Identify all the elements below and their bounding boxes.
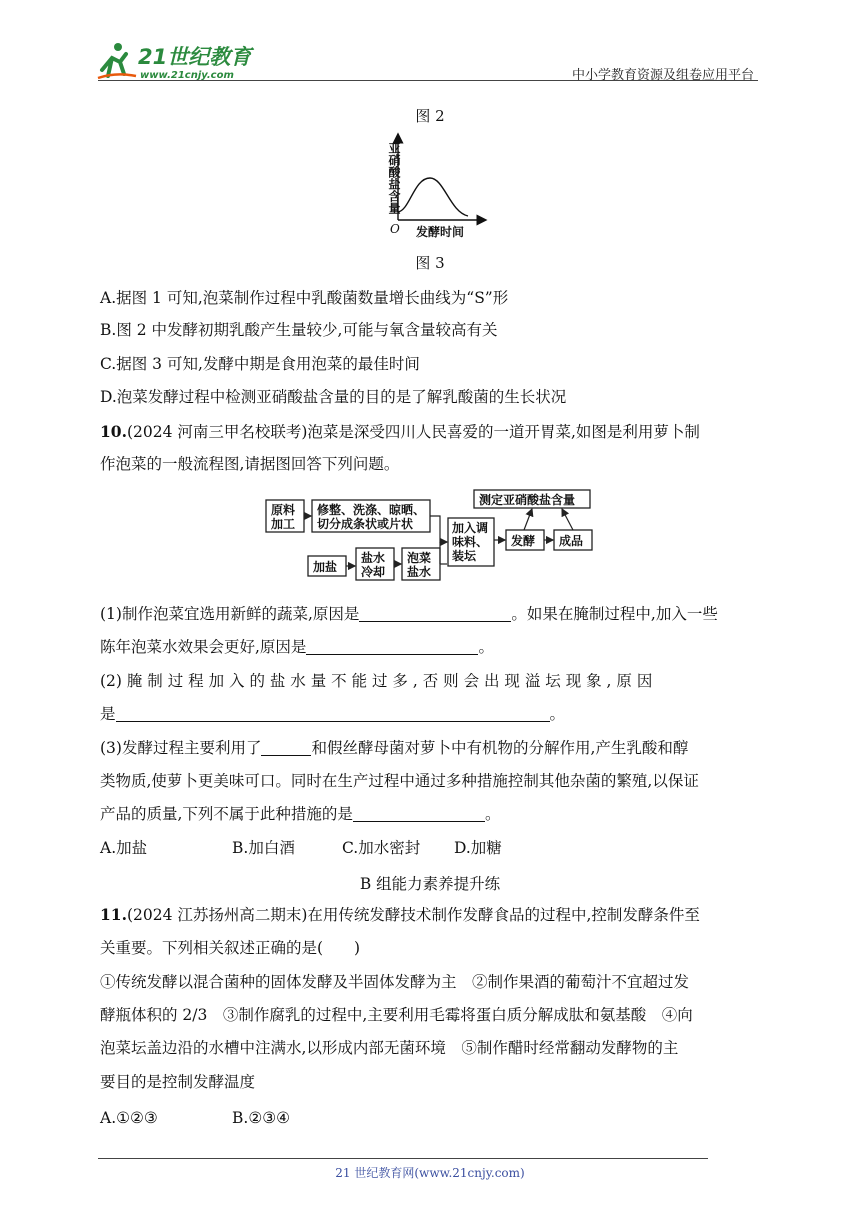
q11-statement-line-4: 要目的是控制发酵温度 <box>100 1073 256 1091</box>
answer-blank-4[interactable] <box>261 737 311 756</box>
svg-text:盐水: 盐水 <box>361 551 386 565</box>
svg-text:发酵: 发酵 <box>511 534 536 548</box>
pickle-flowchart <box>262 486 598 584</box>
answer-blank-2[interactable] <box>306 636 478 655</box>
header-platform-text: 中小学教育资源及组卷应用平台 <box>571 68 754 83</box>
q11-options <box>100 1104 290 1132</box>
q11-statement-line-2: 酵瓶体积的 2/3 ③制作腐乳的过程中,主要利用毛霉将蛋白质分解成肽和氨基酸 ④向 <box>100 1006 693 1024</box>
svg-text:味料、: 味料、 <box>452 535 489 549</box>
svg-text:修整、洗涤、晾晒、: 修整、洗涤、晾晒、 <box>317 503 426 517</box>
q11-statement-line-3: 泡菜坛盖边沿的水槽中注满水,以形成内部无菌环境 ⑤制作醋时经常翻动发酵物的主 <box>100 1039 679 1057</box>
site-logo <box>96 40 266 84</box>
logo-text: 21世纪教育 <box>138 45 252 69</box>
svg-text:加入调: 加入调 <box>452 521 489 535</box>
q10-part3-options <box>100 834 502 862</box>
q9-option-c: C.据图 3 可知,发酵中期是食用泡菜的最佳时间 <box>100 355 420 373</box>
svg-text:测定亚硝酸盐含量: 测定亚硝酸盐含量 <box>479 493 576 507</box>
q11-statement-line-1: ①传统发酵以混合菌种的固体发酵及半固体发酵为主 ②制作果酒的葡萄汁不宜超过发 <box>100 973 690 991</box>
answer-blank-1[interactable] <box>359 603 511 622</box>
section-b-heading: B 组能力素养提升练 <box>359 875 501 893</box>
header-divider <box>98 80 758 81</box>
svg-text:泡菜: 泡菜 <box>407 551 432 565</box>
logo-url: www.21cnjy.com <box>140 70 234 81</box>
svg-text:冷却: 冷却 <box>361 565 386 579</box>
svg-text:加盐: 加盐 <box>313 560 338 574</box>
q11-option-a: A.①②③ <box>100 1109 158 1127</box>
svg-text:装坛: 装坛 <box>452 549 477 563</box>
q10-part3-line1: (3)发酵过程主要利用了 和假丝酵母菌对萝卜中有机物的分解作用,产生乳酸和醇 <box>100 739 689 757</box>
q10-part1-line1: (1)制作泡菜宜选用新鲜的蔬菜,原因是 。如果在腌制过程中,加入一些 <box>100 605 718 623</box>
nitrite-curve <box>398 178 468 216</box>
svg-text:原料: 原料 <box>271 503 296 517</box>
q11-number: 11. <box>100 905 127 924</box>
q10-stem-line-1: 10.(2024 河南三甲名校联考)泡菜是深受四川人民喜爱的一道开胃菜,如图是利用萝卜制 <box>100 422 700 441</box>
q9-option-d: D.泡菜发酵过程中检测亚硝酸盐含量的目的是了解乳酸菌的生长状况 <box>100 388 567 406</box>
q10-part2-line2: 是 。 <box>100 705 566 723</box>
q9-option-b: B.图 2 中发酵初期乳酸产生量较少,可能与氧含量较高有关 <box>100 321 498 339</box>
svg-text:加工: 加工 <box>271 517 296 531</box>
footer-link[interactable]: 21 世纪教育网(www.21cnjy.com) <box>335 1166 525 1180</box>
answer-blank-3[interactable] <box>116 703 550 722</box>
q10-part3-line3: 产品的质量,下列不属于此种措施的是 。 <box>100 805 501 823</box>
answer-blank-5[interactable] <box>353 803 485 822</box>
y-axis-label: 亚硝酸盐含量 <box>387 142 401 214</box>
q11-option-b: B.②③④ <box>232 1109 291 1127</box>
q10-number: 10. <box>100 422 127 441</box>
svg-text:盐水: 盐水 <box>407 565 432 579</box>
x-axis-label: 发酵时间 <box>416 225 465 239</box>
q11-stem-line-1: 11.(2024 江苏扬州高二期末)在用传统发酵技术制作发酵食品的过程中,控制发酵条件至 <box>100 905 700 924</box>
figure-3-caption: 图 3 <box>415 254 445 272</box>
q10-option-c: C.加水密封 <box>342 839 421 857</box>
q10-stem-line-2: 作泡菜的一般流程图,请据图回答下列问题。 <box>100 455 400 473</box>
origin-label: O <box>390 222 400 236</box>
figure-3-graph <box>370 132 490 244</box>
q9-option-a: A.据图 1 可知,泡菜制作过程中乳酸菌数量增长曲线为“S”形 <box>100 289 509 307</box>
runner-icon <box>98 43 136 78</box>
q10-part3-line2: 类物质,使萝卜更美味可口。同时在生产过程中通过多种措施控制其他杂菌的繁殖,以保证 <box>100 772 699 790</box>
q10-option-b: B.加白酒 <box>232 839 295 857</box>
q10-part1-line2: 陈年泡菜水效果会更好,原因是 。 <box>100 638 494 656</box>
q10-option-d: D.加糖 <box>454 839 502 857</box>
q10-option-a: A.加盐 <box>100 839 148 857</box>
figure-2-caption: 图 2 <box>415 107 445 125</box>
footer-divider <box>98 1158 708 1159</box>
svg-text:成品: 成品 <box>559 534 584 548</box>
q10-part2-line1: (2) 腌 制 过 程 加 入 的 盐 水 量 不 能 过 多 , 否 则 会 出 现 溢 坛 现 象 , 原 因 <box>100 672 653 690</box>
svg-text:切分成条状或片状: 切分成条状或片状 <box>317 517 414 531</box>
q11-stem-line-2: 关重要。下列相关叙述正确的是( ) <box>100 939 361 957</box>
